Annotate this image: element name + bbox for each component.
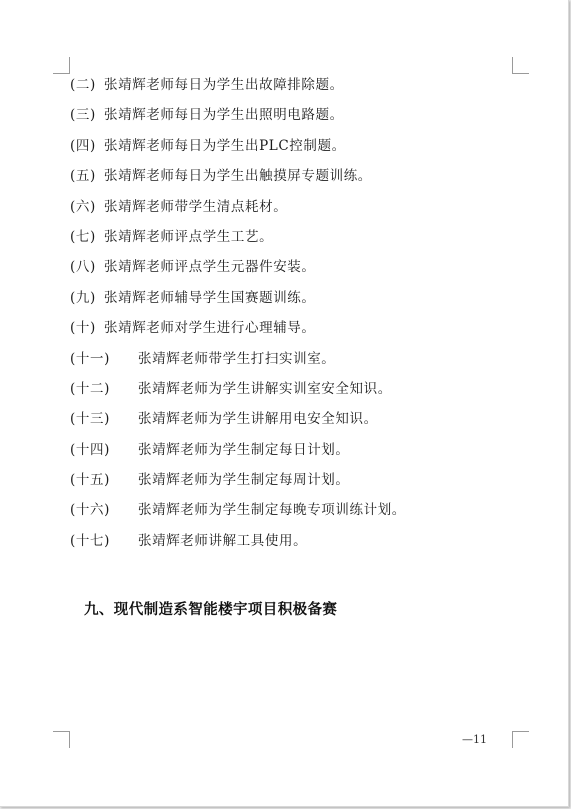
item-text: 张靖辉老师为学生制定每日计划。 [138, 441, 350, 458]
list-item [70, 317, 406, 347]
item-number: (五) [70, 168, 96, 185]
item-number: (十二) [70, 380, 110, 397]
item-number: (七) [70, 228, 96, 245]
item-text: 张靖辉老师讲解工具使用。 [138, 532, 308, 549]
item-number: (十五) [70, 472, 110, 489]
list-item [70, 408, 406, 438]
list-item [70, 256, 406, 286]
item-text: 张靖辉老师辅导学生国赛题训练。 [104, 289, 316, 306]
list-item [70, 226, 406, 256]
item-number: (十) [70, 320, 96, 337]
list-item [70, 74, 406, 104]
item-number: (三) [70, 107, 96, 124]
item-number: (六) [70, 198, 96, 215]
item-text: 张靖辉老师为学生讲解实训室安全知识。 [138, 380, 392, 397]
item-text: 张靖辉老师为学生制定每晚专项训练计划。 [138, 502, 406, 519]
section-heading: 九、现代制造系智能楼宇项目积极备赛 [84, 602, 338, 618]
list-item [70, 348, 406, 378]
item-text: 张靖辉老师评点学生工艺。 [104, 228, 274, 245]
item-text: 张靖辉老师每日为学生出触摸屏专题训练。 [104, 168, 372, 185]
activity-list [70, 74, 406, 560]
crop-mark-bottom-left [53, 731, 70, 748]
item-text: 张靖辉老师每日为学生出照明电路题。 [104, 107, 344, 124]
item-number: (八) [70, 259, 96, 276]
list-item [70, 287, 406, 317]
item-number: (十四) [70, 441, 110, 458]
item-number: (十一) [70, 350, 110, 367]
list-item [70, 165, 406, 195]
list-item [70, 196, 406, 226]
item-number: (十七) [70, 532, 110, 549]
list-item [70, 530, 406, 560]
list-item [70, 378, 406, 408]
crop-mark-bottom-right [512, 731, 529, 748]
list-item [70, 439, 406, 469]
item-number: (十六) [70, 502, 110, 519]
list-item [70, 104, 406, 134]
item-text: 张靖辉老师为学生制定每周计划。 [138, 472, 350, 489]
item-number: (四) [70, 137, 96, 154]
crop-mark-top-right [512, 57, 529, 74]
item-text: 张靖辉老师每日为学生出PLC控制题。 [104, 137, 346, 154]
item-text: 张靖辉老师每日为学生出故障排除题。 [104, 77, 344, 93]
list-item [70, 135, 406, 165]
item-text: 张靖辉老师为学生讲解用电安全知识。 [138, 411, 378, 428]
item-text: 张靖辉老师评点学生元器件安装。 [104, 259, 316, 276]
item-number: (二) [70, 77, 96, 93]
crop-mark-top-left [53, 57, 70, 74]
item-text: 张靖辉老师对学生进行心理辅导。 [104, 320, 316, 337]
item-number: (十三) [70, 411, 110, 428]
item-text: 张靖辉老师带学生打扫实训室。 [138, 350, 336, 367]
item-number: (九) [70, 289, 96, 306]
item-text: 张靖辉老师带学生清点耗材。 [104, 198, 288, 215]
list-item [70, 499, 406, 529]
page-number: —11 [462, 733, 487, 746]
list-item [70, 469, 406, 499]
